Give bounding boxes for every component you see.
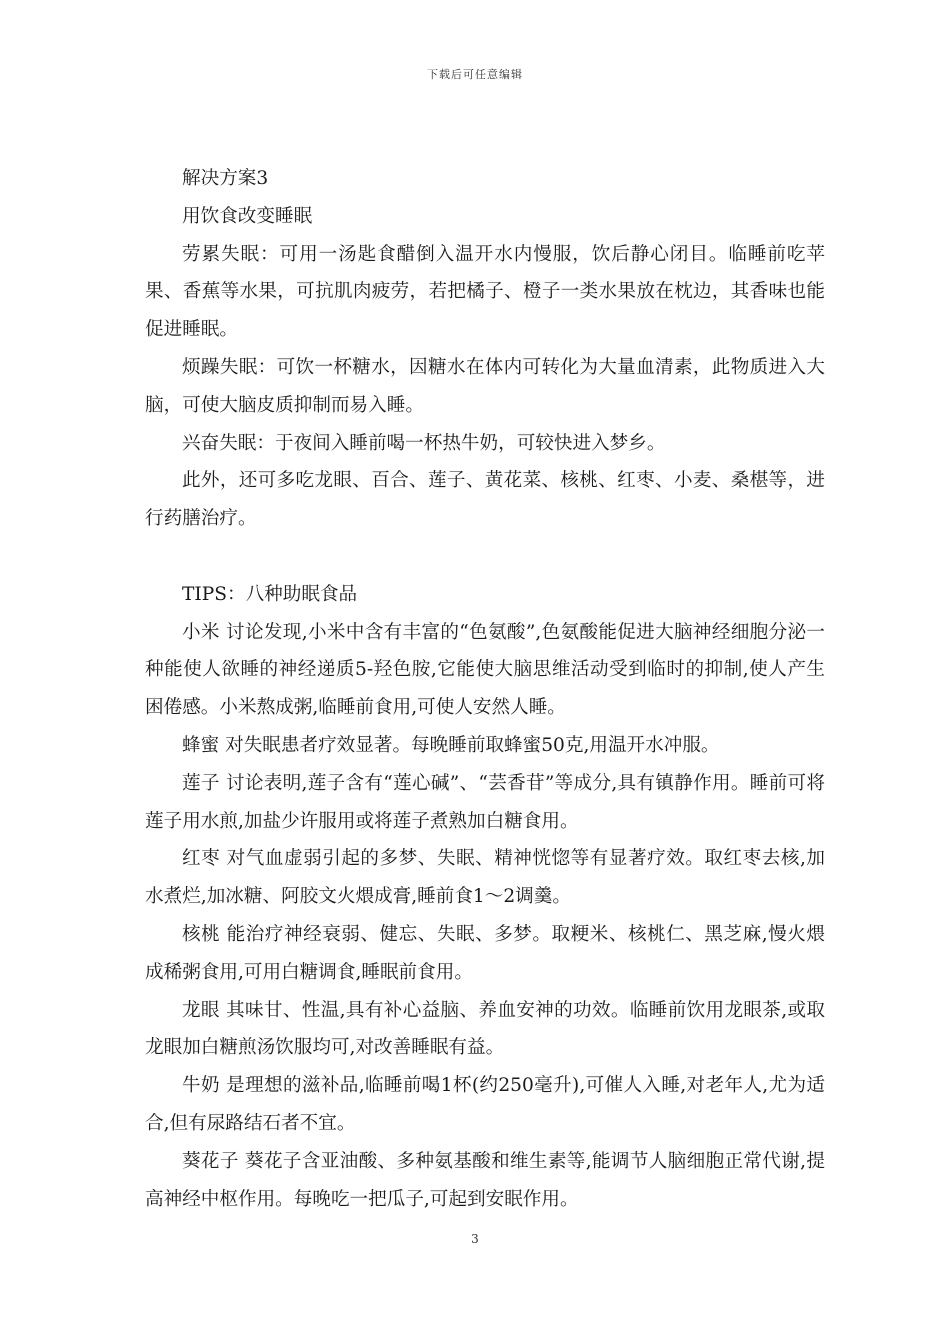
food-item: 核桃 能治疗神经衰弱、健忘、失眠、多梦。取粳米、核桃仁、黑芝麻,慢火煨成稀粥食用,可用白糖调食,睡眠前食用。	[145, 923, 825, 983]
section-subheading: 用饮食改变睡眠	[182, 205, 313, 227]
document-body	[145, 160, 825, 1218]
tips-heading: TIPS：八种助眠食品	[182, 583, 358, 605]
food-item: 莲子 讨论表明,莲子含有“莲心碱”、“芸香苷”等成分,具有镇静作用。睡前可将莲子用水煎,加盐少许服用或将莲子煮熟加白糖食用。	[145, 772, 825, 832]
food-item: 牛奶 是理想的滋补品,临睡前喝1杯(约250毫升),可催人入睡,对老年人,尤为适合,但有尿路结石者不宜。	[145, 1075, 825, 1134]
food-item: 葵花子 葵花子含亚油酸、多种氨基酸和维生素等,能调节人脑细胞正常代谢,提高神经中枢作用。每晚吃一把瓜子,可起到安眠作用。	[145, 1150, 825, 1210]
food-item: 蜂蜜 对失眠患者疗效显著。每晚睡前取蜂蜜50克,用温开水冲服。	[182, 734, 720, 756]
paragraph: 此外，还可多吃龙眼、百合、莲子、黄花菜、核桃、红枣、小麦、桑椹等，进行药膳治疗。	[145, 470, 825, 530]
paragraph: 烦躁失眠：可饮一杯糖水，因糖水在体内可转化为大量血清素，此物质进入大脑，可使大脑皮质抑制而易入睡。	[145, 356, 825, 416]
page-header: 下载后可任意编辑	[427, 68, 523, 81]
food-item: 龙眼 其味甘、性温,具有补心益脑、养血安神的功效。临睡前饮用龙眼茶,或取龙眼加白糖煎汤饮服均可,对改善睡眠有益。	[145, 999, 825, 1059]
paragraph: 兴奋失眠：于夜间入睡前喝一杯热牛奶，可较快进入梦乡。	[182, 432, 666, 454]
paragraph: 劳累失眠：可用一汤匙食醋倒入温开水内慢服，饮后静心闭目。临睡前吃苹果、香蕉等水果，可抗肌肉疲劳，若把橘子、橙子一类水果放在枕边，其香味也能促进睡眠。	[145, 243, 825, 341]
page-number: 3	[471, 1232, 479, 1246]
section-heading: 解决方案3	[182, 168, 269, 189]
blank-line	[145, 538, 825, 576]
food-item: 红枣 对气血虚弱引起的多梦、失眠、精神恍惚等有显著疗效。取红枣去核,加水煮烂,加冰糖、阿胶文火煨成膏,睡前食1～2调羹。	[145, 848, 825, 908]
food-item: 小米 讨论发现,小米中含有丰富的“色氨酸”,色氨酸能促进大脑神经细胞分泌一种能使人欲睡的神经递质5-羟色胺,它能使大脑思维活动受到临时的抑制,使人产生困倦感。小米熬成粥,临睡前食用,可使人安然人睡。	[145, 621, 825, 719]
